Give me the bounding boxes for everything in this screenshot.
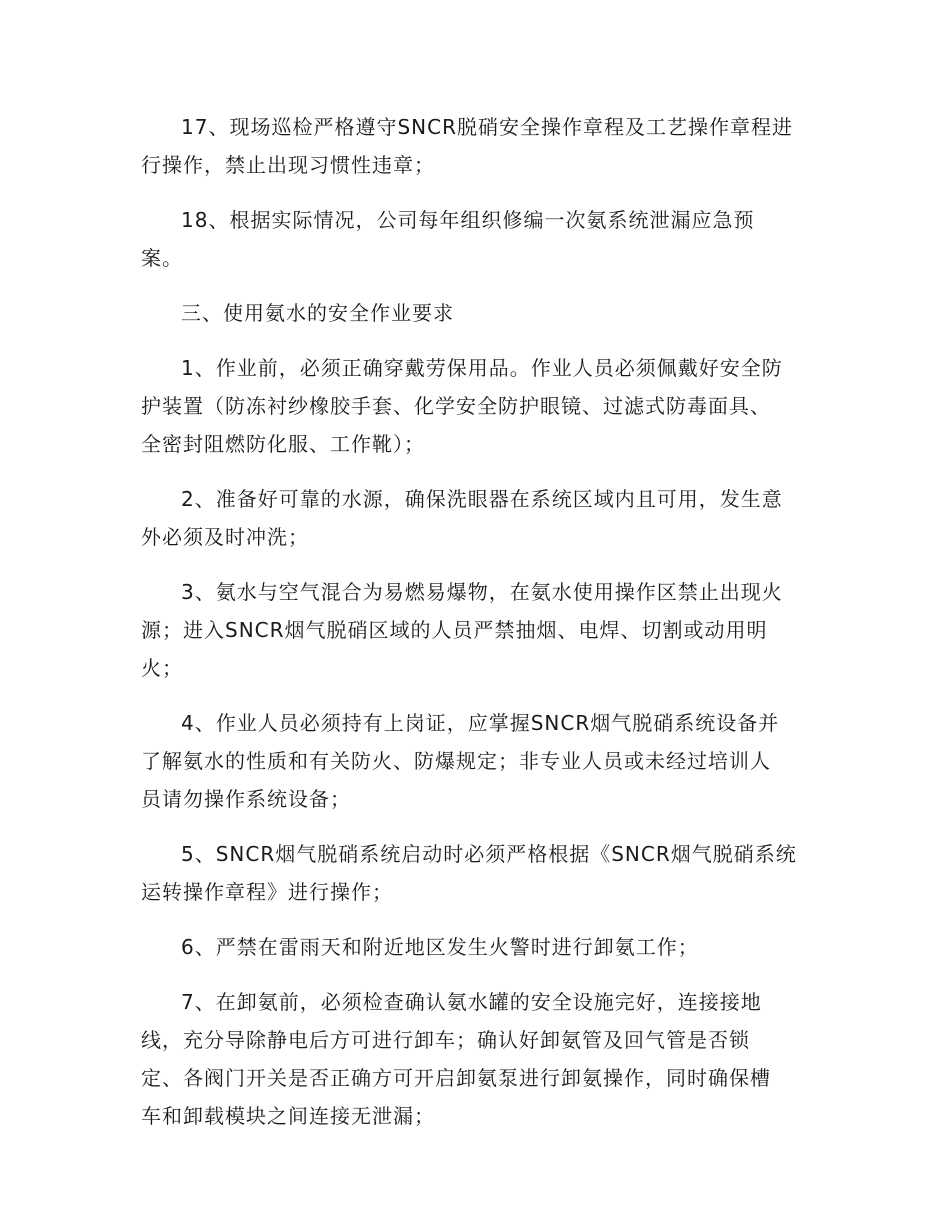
text-line: 护装置（防冻衬纱橡胶手套、化学安全防护眼镜、过滤式防毒面具、	[141, 394, 771, 418]
paragraph-requirement-7	[141, 983, 811, 1135]
text-line: 运转操作章程》进行操作；	[141, 880, 393, 904]
text-line: 外必须及时冲洗；	[141, 525, 309, 549]
paragraph-item-17	[141, 108, 811, 184]
text-line: 2、准备好可靠的水源，确保洗眼器在系统区域内且可用，发生意	[181, 487, 783, 511]
text-line: 员请勿操作系统设备；	[141, 787, 351, 811]
text-line: 线，充分导除静电后方可进行卸车；确认好卸氨管及回气管是否锁	[141, 1028, 750, 1052]
text-line: 火；	[141, 656, 183, 680]
text-line: 车和卸载模块之间连接无泄漏；	[141, 1104, 435, 1128]
text-line: 6、严禁在雷雨天和附近地区发生火警时进行卸氨工作；	[181, 935, 699, 959]
text-line: 7、在卸氨前，必须检查确认氨水罐的安全设施完好，连接接地	[181, 990, 762, 1014]
paragraph-requirement-4	[141, 704, 811, 818]
text-line: 行操作，禁止出现习惯性违章；	[141, 153, 435, 177]
paragraph-requirement-5	[141, 835, 811, 911]
text-line: 源；进入SNCR烟气脱硝区域的人员严禁抽烟、电焊、切割或动用明	[141, 618, 768, 642]
text-line: 1、作业前，必须正确穿戴劳保用品。作业人员必须佩戴好安全防	[181, 356, 783, 380]
text-line: 5、SNCR烟气脱硝系统启动时必须严格根据《SNCR烟气脱硝系统	[181, 842, 797, 866]
paragraph-item-18	[141, 201, 811, 277]
text-line: 定、各阀门开关是否正确方可开启卸氨泵进行卸氨操作，同时确保槽	[141, 1066, 771, 1090]
text-line: 18、根据实际情况，公司每年组织修编一次氨系统泄漏应急预	[181, 208, 755, 232]
paragraph-requirement-6	[141, 928, 811, 966]
text-line: 3、氨水与空气混合为易燃易爆物，在氨水使用操作区禁止出现火	[181, 580, 783, 604]
text-line: 案。	[141, 246, 183, 270]
document-body	[141, 108, 811, 1135]
text-line: 全密封阻燃防化服、工作靴）；	[141, 432, 425, 456]
heading-text: 三、使用氨水的安全作业要求	[181, 301, 454, 325]
paragraph-requirement-1	[141, 349, 811, 463]
paragraph-requirement-3	[141, 573, 811, 687]
section-heading	[141, 294, 811, 332]
paragraph-requirement-2	[141, 480, 811, 556]
text-line: 4、作业人员必须持有上岗证，应掌握SNCR烟气脱硝系统设备并	[181, 711, 780, 735]
text-line: 17、现场巡检严格遵守SNCR脱硝安全操作章程及工艺操作章程进	[181, 115, 793, 139]
text-line: 了解氨水的性质和有关防火、防爆规定；非专业人员或未经过培训人	[141, 749, 771, 773]
